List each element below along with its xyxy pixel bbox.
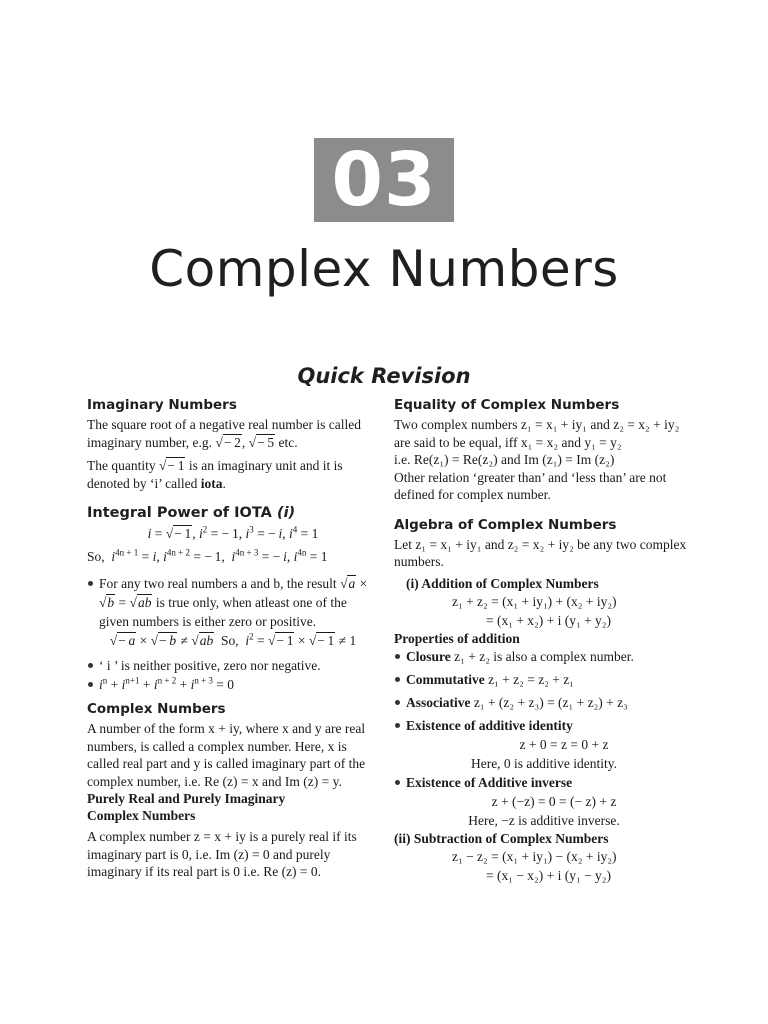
associative-bullet: Associative z₁ + (z₂ + z₃) = (z₁ + z₂) + z₃ (394, 693, 694, 712)
section-title: Quick Revision (297, 364, 471, 388)
iota-sign-bullet: ‘ i ’ is neither positive, zero nor negative. (87, 656, 379, 675)
complex-numbers-text: A number of the form x + iy, where x and y are real numbers, is called a complex number. Here, x is called real part and y is called imaginary part of the complex number, i.e. Re (z) = x and Im (z) = y. (87, 721, 366, 789)
complex-numbers-heading: Complex Numbers (87, 701, 226, 717)
iota-powers-equation: i = √− 1, $i^2$ = − 1, $i^3$ = − i, $i^4 = 1$ (147, 524, 319, 541)
properties-heading: Properties of addition (394, 630, 520, 646)
addition-equation-1: z₁ + z₂ = (x₁ + iy₁) + (x₂ + iy₂) (452, 593, 617, 609)
subtraction-heading: (ii) Subtraction of Complex Numbers (394, 830, 609, 846)
algebra-intro: Let z₁ = x₁ + iy₁ and z₂ = x₂ + iy₂ be any two complex numbers. (394, 536, 687, 569)
commutative-bullet: Commutative z₁ + z₂ = z₂ + z₁ (394, 670, 694, 689)
purely-real-heading-line1: Purely Real and Purely Imaginary (87, 791, 286, 806)
closure-bullet: Closure z₁ + z₂ is also a complex number. (394, 647, 694, 666)
additive-inverse-note: Here, −z is additive inverse. (468, 812, 620, 828)
chapter-title: Complex Numbers (149, 240, 619, 298)
additive-inverse-bullet: Existence of Additive inverse (394, 773, 694, 792)
integral-power-heading: Integral Power of IOTA (i) (87, 505, 296, 521)
iota-general-powers: So, $i^{4n + 1} = i$, $i^{4n + 2}$ = − 1, $i^{4n + 3}$ = − i, $i^{4n} = 1$ (87, 547, 328, 564)
purely-real-heading-line2: Complex Numbers (87, 808, 196, 823)
additive-identity-bullet: Existence of additive identity (394, 716, 694, 735)
addition-heading: (i) Addition of Complex Numbers (406, 575, 599, 591)
iota-definition-text: The quantity √− 1 is an imaginary unit and it is denoted by ‘i’ called iota. (87, 458, 343, 491)
addition-equation-2: = (x₁ + x₂) + i (y₁ + y₂) (486, 612, 612, 628)
additive-identity-equation: z + 0 = z = 0 + z (519, 736, 609, 752)
right-column (394, 394, 694, 885)
equality-note: Other relation ‘greater than’ and ‘less than’ are not defined for complex number. (394, 469, 667, 502)
purely-real-text: A complex number z = x + iy is a purely real if its imaginary part is 0, i.e. Im (z) = 0 and purely imaginary if its real part is 0 i.e. Re (z) = 0. (87, 829, 357, 879)
equality-heading: Equality of Complex Numbers (394, 397, 620, 413)
equality-parts: i.e. Re(z₁) = Re(z₂) and Im (z₁) = Im (z₂) (394, 452, 615, 467)
imaginary-numbers-text: The square root of a negative real number is called imaginary number, e.g. √− 2, √− 5 etc. (87, 417, 362, 450)
subtraction-equation-1: z₁ − z₂ = (x₁ + iy₁) − (x₂ + iy₂) (452, 848, 617, 864)
sqrt-counter-example: √− a × √− b ≠ √ab So, $i^2$ = √− 1 × √− 1 ≠ 1 (109, 631, 357, 648)
chapter-number-badge: 03 (314, 138, 454, 222)
equality-definition: Two complex numbers z₁ = x₁ + iy₁ and z₂ = x₂ + iy₂ are said to be equal, iff x₁ = x₂ and y₁ = y₂ (394, 417, 680, 450)
sqrt-rule-bullet: For any two real numbers a and b, the result √a × √b = √ab is true only, when atleast one of the given numbers is either zero or positive. (87, 574, 379, 631)
additive-identity-note: Here, 0 is additive identity. (470, 755, 618, 771)
algebra-heading: Algebra of Complex Numbers (394, 516, 617, 533)
subtraction-equation-2: = (x₁ − x₂) + i (y₁ − y₂) (486, 867, 612, 883)
left-column (87, 394, 379, 881)
additive-inverse-equation: z + (−z) = 0 = (− z) + z (491, 793, 617, 809)
iota-sum-bullet: $i^n + i^{n+1} + i^{n + 2} + i^{n + 3} = 0$ (87, 675, 379, 694)
imaginary-numbers-heading: Imaginary Numbers (87, 397, 237, 413)
